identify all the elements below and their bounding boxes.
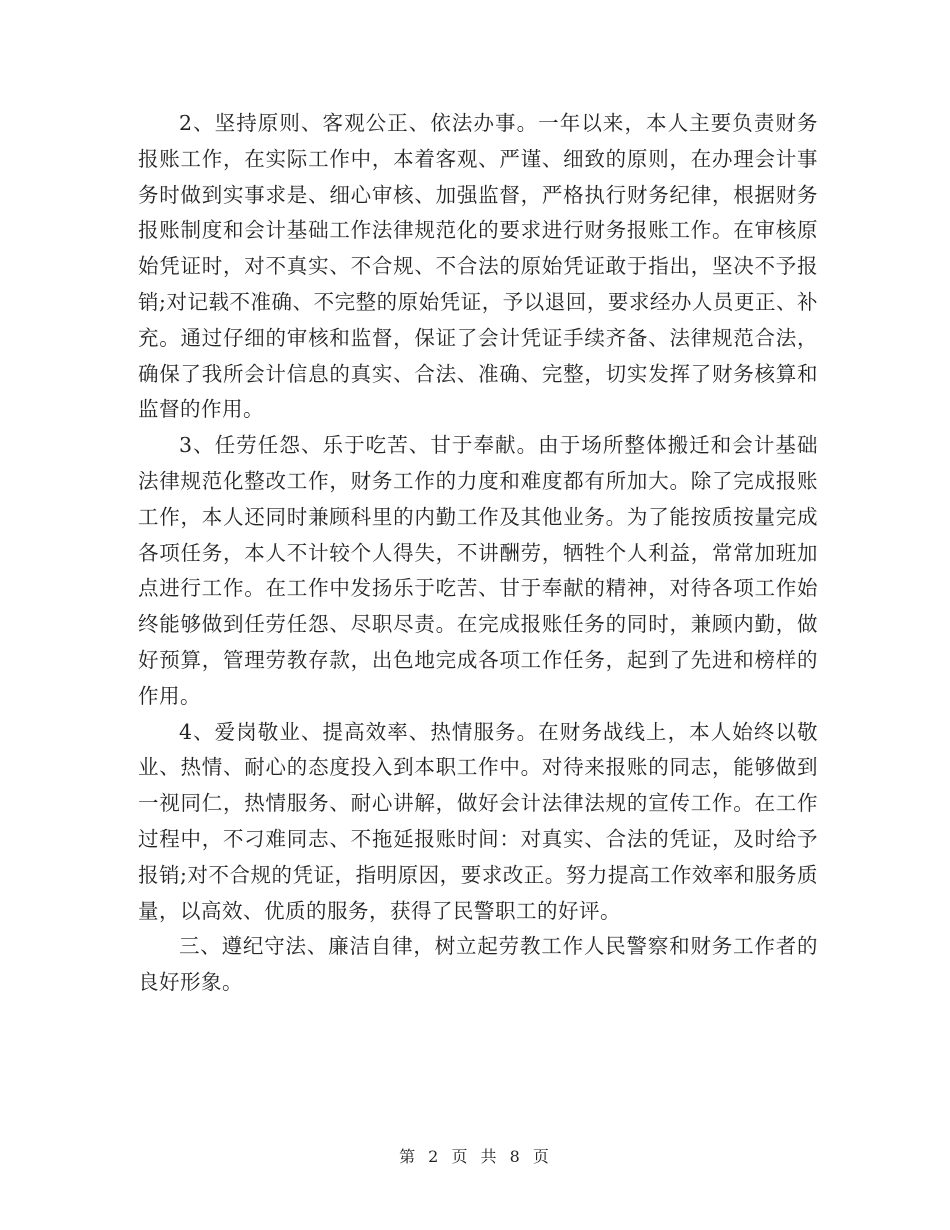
- paragraph-2-principles: 2、坚持原则、客观公正、依法办事。一年以来，本人主要负责财务报账工作，在实际工作中，本着客观、严谨、细致的原则，在办理会计事务时做到实事求是、细心审核、加强监督，严格执行财务纪律，根据财务报账制度和会计基础工作法律规范化的要求进行财务报账工作。在审核原始凭证时，对不真实、不合规、不合法的原始凭证敢于指出，坚决不予报销;对记载不准确、不完整的原始凭证，予以退回，要求经办人员更正、补充。通过仔细的审核和监督，保证了会计凭证手续齐备、法律规范合法，确保了我所会计信息的真实、合法、准确、完整，切实发挥了财务核算和监督的作用。: [138, 111, 818, 422]
- paragraph-3-dedication: 3、任劳任怨、乐于吃苦、甘于奉献。由于场所整体搬迁和会计基础法律规范化整改工作，财务工作的力度和难度都有所加大。除了完成报账工作，本人还同时兼顾科里的内勤工作及其他业务。为了能按质按量完成各项任务，本人不计较个人得失，不讲酬劳，牺牲个人利益，常常加班加点进行工作。在工作中发扬乐于吃苦、甘于奉献的精神，对待各项工作始终能够做到任劳任怨、尽职尽责。在完成报账任务的同时，兼顾内勤，做好预算，管理劳教存款，出色地完成各项工作任务，起到了先进和榜样的作用。: [138, 433, 818, 708]
- document-body: [138, 106, 818, 1001]
- paragraph-4-service: 4、爱岗敬业、提高效率、热情服务。在财务战线上，本人始终以敬业、热情、耐心的态度投入到本职工作中。对待来报账的同志，能够做到一视同仁，热情服务、耐心讲解，做好会计法律法规的宣传工作。在工作过程中，不刁难同志、不拖延报账时间：对真实、合法的凭证，及时给予报销;对不合规的凭证，指明原因，要求改正。努力提高工作效率和服务质量，以高效、优质的服务，获得了民警职工的好评。: [138, 719, 818, 923]
- page-number-footer: 第 2 页 共 8 页: [399, 1147, 551, 1166]
- paragraph-section-three-heading: 三、遵纪守法、廉洁自律，树立起劳教工作人民警察和财务工作者的良好形象。: [138, 934, 818, 995]
